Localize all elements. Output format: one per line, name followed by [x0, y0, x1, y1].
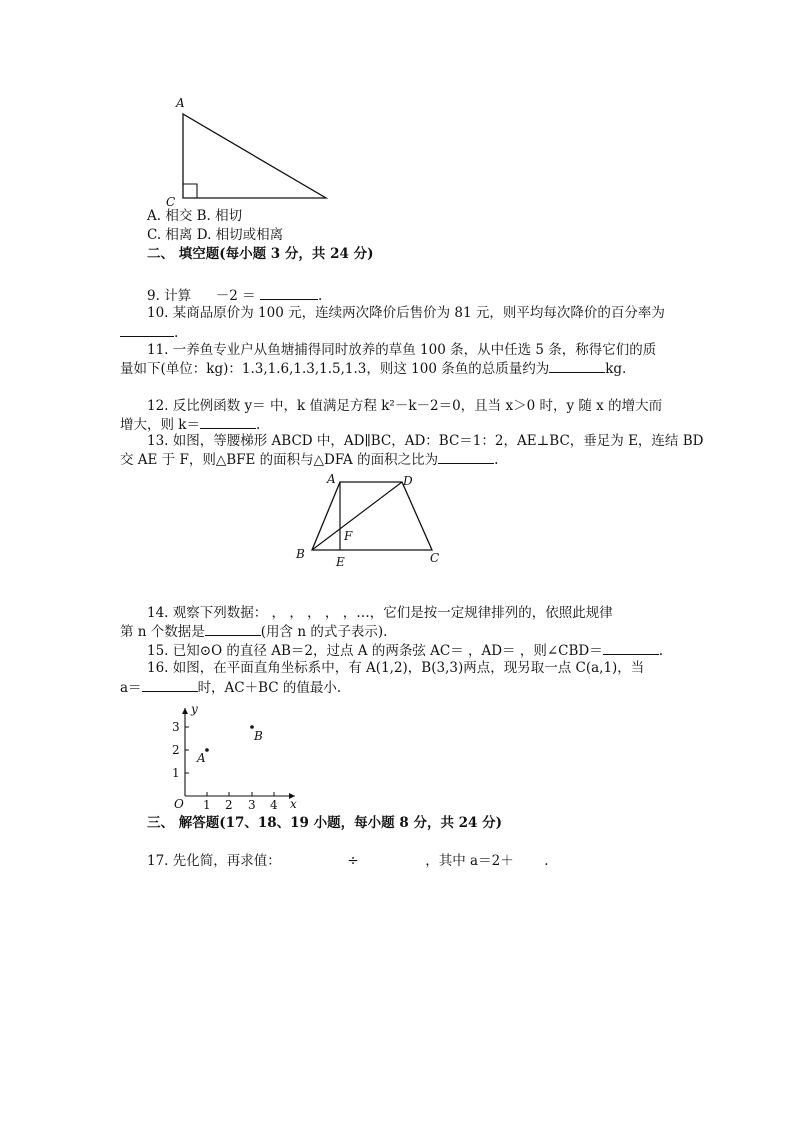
q17-text-b: ，其中 a＝2＋	[425, 853, 514, 869]
triangle-shape	[183, 114, 326, 198]
q10-tail: .	[174, 325, 179, 341]
q14-answer-blank[interactable]	[205, 621, 261, 636]
x-tick-label-1: 1	[203, 798, 211, 812]
q13-answer-blank[interactable]	[438, 449, 494, 464]
label-e: E	[336, 555, 345, 569]
coordinate-plane-figure	[165, 700, 310, 812]
question-13-line1: 13. 如图，等腰梯形 ABCD 中，AD∥BC，AD：BC＝1：2，AE⊥BC，垂足为 E，连结 BD	[147, 433, 704, 449]
q11-answer-blank[interactable]	[549, 358, 605, 373]
question-11-line1: 11. 一养鱼专业户从鱼塘捕得同时放养的草鱼 100 条，从中任选 5 条，称得它们的质	[147, 342, 657, 358]
q12-line2-text: 增大，则 k＝	[120, 417, 200, 433]
question-17	[147, 851, 549, 872]
y-axis-label: y	[191, 702, 198, 716]
q12-answer-blank[interactable]	[200, 414, 256, 429]
q9-answer-blank[interactable]	[260, 285, 318, 300]
q13-tail: .	[494, 452, 499, 468]
x-tick-label-3: 3	[248, 798, 256, 812]
label-d: D	[403, 474, 413, 488]
label-b: B	[296, 547, 305, 561]
trapezoid-shape	[312, 482, 432, 550]
point-a	[205, 748, 209, 752]
q17-divide-sign: ÷	[347, 853, 359, 869]
question-13-line2	[120, 449, 498, 471]
label-c: C	[430, 551, 440, 565]
x-tick-label-2: 2	[225, 798, 233, 812]
section3-title: 三、 解答题(17、18、19 小题，每小题 8 分，共 24 分)	[147, 815, 503, 831]
origin-label: O	[174, 797, 184, 811]
y-tick-label-3: 3	[172, 720, 180, 734]
right-angle-mark	[183, 184, 197, 198]
q9-text-a: 9. 计算	[147, 288, 192, 304]
section2-title: 二、 填空题(每小题 3 分，共 24 分)	[147, 246, 374, 262]
right-triangle-figure	[160, 92, 340, 212]
y-tick-label-2: 2	[172, 743, 180, 757]
q12-tail: .	[255, 417, 261, 433]
vertex-label-c: C	[166, 195, 176, 209]
q16-line2-text: a＝	[120, 680, 142, 696]
q14-tail: (用含 n 的式子表示).	[260, 624, 388, 640]
question-11-line2	[120, 358, 626, 380]
q16-tail: 时，AC＋BC 的值最小.	[197, 680, 342, 696]
vertex-label-a: A	[176, 96, 185, 110]
q15-text: 15. 已知⊙O 的直径 AB＝2，过点 A 的两条弦 AC＝ ，AD＝ ，则∠CBD＝	[147, 643, 603, 659]
q10-answer-blank[interactable]	[120, 322, 174, 337]
question-14-line1: 14. 观察下列数据： ， ， ， ， ，…，它们是按一定规律排列的，依照此规律	[147, 605, 613, 621]
q17-tail: .	[544, 853, 549, 869]
q9-text-b: －2 ＝	[215, 288, 256, 304]
label-f: F	[344, 529, 353, 543]
x-axis-label: x	[290, 797, 297, 811]
question-16-line2	[120, 677, 341, 699]
trapezoid-figure	[290, 470, 450, 570]
question-10-line1: 10. 某商品原价为 100 元，连续两次降价后售价为 81 元，则平均每次降价的百分率为	[147, 305, 665, 321]
label-a: A	[327, 472, 336, 486]
x-tick-label-4: 4	[270, 798, 278, 812]
q17-text-a: 17. 先化简，再求值：	[147, 853, 281, 869]
q8-options-line1: A. 相交 B. 相切	[147, 208, 243, 224]
question-12-line1: 12. 反比例函数 y＝ 中，k 值满足方程 k²－k－2＝0，且当 x＞0 时，y 随 x 的增大而	[147, 398, 663, 414]
question-16-line1: 16. 如图，在平面直角坐标系中，有 A(1,2)，B(3,3)两点，现另取一点 C(a,1)，当	[147, 660, 645, 676]
y-axis-arrow	[182, 708, 188, 714]
q15-tail: .	[658, 643, 664, 659]
point-b-label: B	[254, 729, 263, 743]
q11-tail: kg.	[605, 361, 627, 377]
point-a-label: A	[197, 751, 206, 765]
q8-options-line2: C. 相离 D. 相切或相离	[147, 227, 284, 243]
q9-tail: .	[317, 288, 323, 304]
q16-answer-blank[interactable]	[142, 677, 198, 692]
q15-answer-blank[interactable]	[603, 640, 659, 655]
y-tick-label-1: 1	[172, 766, 180, 780]
q14-line2-text: 第 n 个数据是	[120, 624, 205, 640]
q13-line2-text: 交 AE 于 F，则△BFE 的面积与△DFA 的面积之比为	[120, 452, 439, 468]
q11-line2-text: 量如下(单位：kg)：1.3,1.6,1.3,1.5,1.3，则这 100 条鱼的总质量约为	[120, 361, 550, 377]
